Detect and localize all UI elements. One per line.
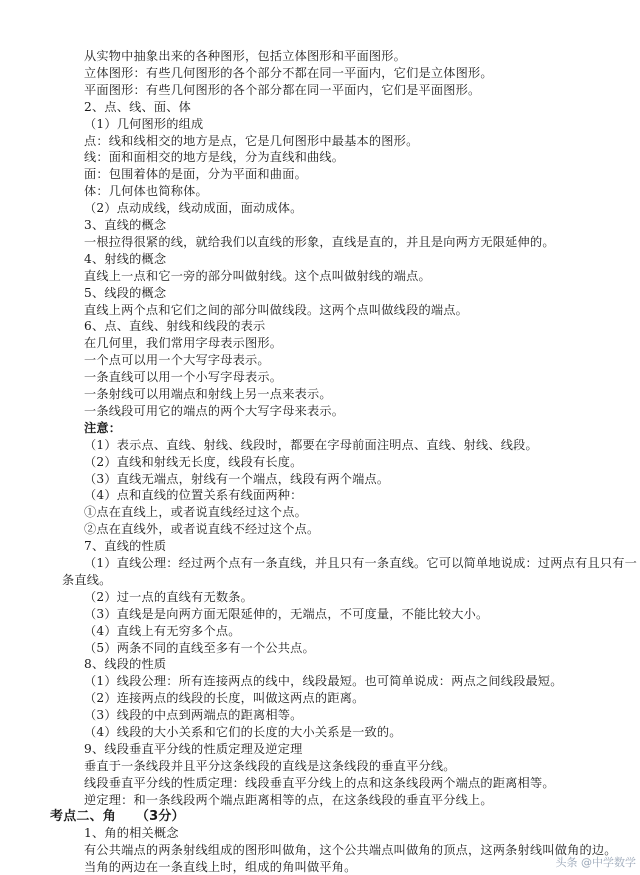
text-line: （1）直线公理：经过两个点有一条直线，并且只有一条直线。它可以简单地说成：过两点有且只有一 [84, 556, 638, 570]
text-line: 一根拉得很紧的线，就给我们以直线的形象，直线是直的，并且是向两方无限延伸的。 [84, 234, 555, 249]
text-line: 点：线和线相交的地方是点，它是几何图形中最基本的图形。 [84, 133, 419, 148]
text-line: （2）连接两点的线段的长度，叫做这两点的距离。 [84, 691, 365, 706]
text-line: 一条直线可以用一个小写字母表示。 [84, 370, 283, 385]
text-line: 有公共端点的两条射线组成的图形叫做角，这个公共端点叫做角的顶点，这两条射线叫做角的边。 [84, 843, 617, 858]
text-line: （3）直线是是向两方面无限延伸的，无端点，不可度量，不能比较大小。 [84, 606, 489, 621]
subsection-heading: （1）几何图形的组成 [84, 116, 204, 131]
text-line: （2）过一点的直线有无数条。 [84, 589, 253, 604]
section-heading: 5、线段的概念 [84, 285, 167, 300]
section-heading: 9、线段垂直平分线的性质定理及逆定理 [84, 741, 303, 756]
section-heading: 7、直线的性质 [84, 539, 167, 554]
section-heading: 1、角的相关概念 [84, 826, 179, 841]
section-heading: 3、直线的概念 [84, 218, 167, 232]
text-line: 面：包围着体的是面，分为平面和曲面。 [84, 167, 307, 182]
text-line: （3）线段的中点到两端点的距离相等。 [84, 708, 303, 723]
text-line: （1）表示点、直线、射线、线段时，都要在字母前面注明点、直线、射线、线段。 [84, 437, 538, 452]
text-line: 立体图形：有些几何图形的各个部分不都在同一平面内，它们是立体图形。 [84, 65, 493, 80]
text-line: （2）点动成线，线动成面，面动成体。 [84, 201, 303, 216]
text-line: 条直线。 [62, 572, 112, 587]
section-heading: 2、点、线、面、体 [84, 99, 192, 114]
text-line: 直线上两个点和它们之间的部分叫做线段。这两个点叫做线段的端点。 [84, 302, 469, 317]
text-line: ②点在直线外，或者说直线不经过这个点。 [84, 522, 320, 537]
text-line: 线：面和面相交的地方是线，分为直线和曲线。 [84, 150, 345, 165]
text-line: ①点在直线上，或者说直线经过这个点。 [84, 505, 307, 520]
section-heading: 8、线段的性质 [84, 657, 167, 672]
text-line: 当角的两边在一条直线上时，组成的角叫做平角。 [84, 860, 357, 875]
text-line: 线段垂直平分线的性质定理：线段垂直平分线上的点和这条线段两个端点的距离相等。 [84, 775, 555, 790]
watermark: 头条 @中学数学 [555, 856, 636, 869]
text-line: （4）点和直线的位置关系有线面两种： [84, 488, 303, 503]
section-heading: 6、点、直线、射线和线段的表示 [84, 319, 266, 334]
text-line: （3）直线无端点，射线有一个端点，线段有两个端点。 [84, 471, 390, 486]
text-line: （4）直线上有无穷多个点。 [84, 623, 241, 638]
text-line: 在几何里，我们常用字母表示图形。 [84, 336, 283, 351]
text-line: （4）线段的大小关系和它们的长度的大小关系是一致的。 [84, 725, 402, 739]
text-line: （5）两条不同的直线至多有一个公共点。 [84, 640, 315, 655]
text-line: 直线上一点和它一旁的部分叫做射线。这个点叫做射线的端点。 [84, 268, 431, 283]
text-line: 一条线段可用它的端点的两个大写字母来表示。 [84, 403, 345, 418]
text-line: 一个点可以用一个大写字母表示。 [84, 353, 270, 368]
text-line: 体：几何体也简称体。 [84, 184, 208, 199]
text-line: 一条射线可以用端点和射线上另一点来表示。 [84, 387, 332, 401]
text-line: 从实物中抽象出来的各种图形，包括立体图形和平面图形。 [84, 49, 407, 63]
note-heading: 注意： [84, 420, 122, 435]
text-line: （2）直线和射线无长度，线段有长度。 [84, 454, 303, 469]
section-heading: 4、射线的概念 [84, 251, 167, 266]
exam-point-heading: 考点二、角 （3分） [50, 808, 185, 824]
text-line: 平面图形：有些几何图形的各个部分都在同一平面内，它们是平面图形。 [84, 82, 481, 97]
text-line: （1）线段公理：所有连接两点的线中，线段最短。也可简单说成：两点之间线段最短。 [84, 674, 563, 689]
text-line: 逆定理：和一条线段两个端点距离相等的点，在这条线段的垂直平分线上。 [84, 792, 493, 807]
text-line: 垂直于一条线段并且平分这条线段的直线是这条线段的垂直平分线。 [84, 758, 456, 773]
